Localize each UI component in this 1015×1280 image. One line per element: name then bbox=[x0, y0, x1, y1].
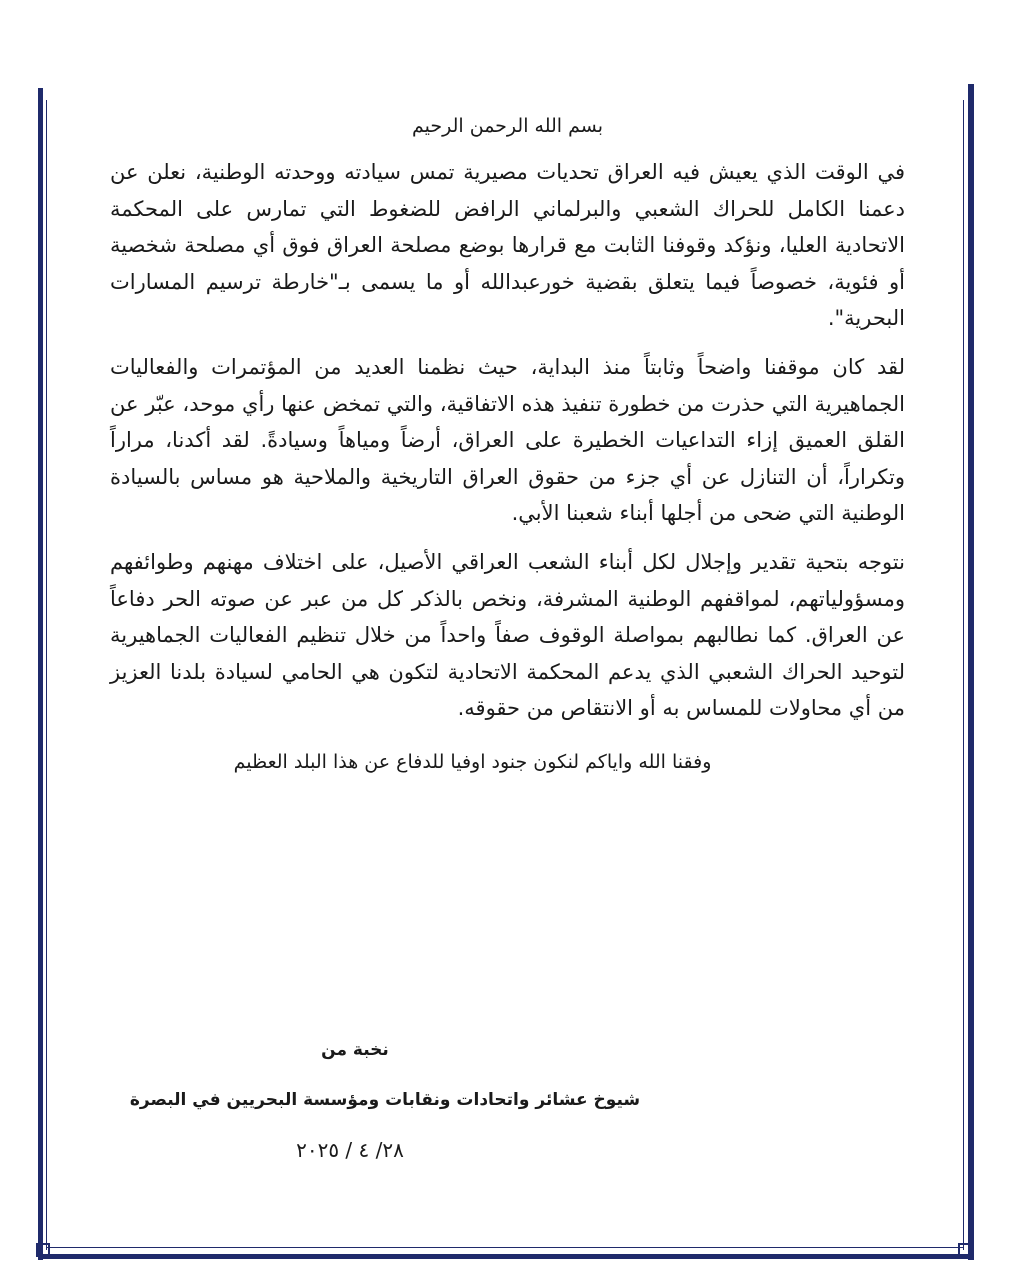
frame-left-inner-line bbox=[46, 100, 47, 1250]
signature-intro: نخبة من bbox=[321, 1040, 389, 1060]
frame-corner-ornament-right bbox=[958, 1243, 972, 1257]
frame-bottom-border bbox=[38, 1254, 974, 1259]
frame-bottom-inner-line bbox=[46, 1247, 964, 1248]
paragraph-1: في الوقت الذي يعيش فيه العراق تحديات مصيرية تمس سيادته ووحدته الوطنية، نعلن عن دعمنا الكامل للحراك الشعبي والبرلماني الرافض للضغوط التي تمارس على المحكمة الاتحادية العليا، ونؤكد وقوفنا الثابت مع قرارها بوضع مصلحة العراق فوق أي مصلحة شخصية أو فئوية، خصوصاً فيما يتعلق بقضية خورعبدالله أو ما يسمى بـ"خارطة ترسيم المسارات البحرية". bbox=[110, 160, 905, 331]
frame-right-border bbox=[968, 84, 974, 1260]
frame-right-inner-line bbox=[963, 100, 964, 1250]
signature-signatories: شيوخ عشائر واتحادات ونقابات ومؤسسة البحريين في البصرة bbox=[129, 1090, 641, 1110]
paragraph-2: لقد كان موقفنا واضحاً وثابتاً منذ البداية، حيث نظمنا العديد من المؤتمرات والفعاليات الجماهيرية التي حذرت من خطورة تنفيذ هذه الاتفاقية، والتي تمخض عنها رأي موحد، عبّر عن القلق العميق إزاء التداعيات الخطيرة على العراق، أرضاً ومياهاً وسيادةً. لقد أكدنا، مراراً وتكراراً، أن التنازل عن أي جزء من حقوق العراق التاريخية والملاحية هو مساس بالسيادة الوطنية التي ضحى من أجلها أبناء شعبنا الأبي. bbox=[110, 354, 905, 526]
closing-prayer: وفقنا الله واياكم لنكون جنود اوفيا للدفاع عن هذا البلد العظيم bbox=[233, 750, 712, 773]
signature-date: ٢٨/ ٤ / ٢٠٢٥ bbox=[296, 1138, 404, 1162]
statement-body bbox=[110, 112, 905, 777]
frame-corner-ornament-left bbox=[36, 1243, 50, 1257]
frame-left-border bbox=[38, 88, 43, 1260]
basmala-heading: بسم الله الرحمن الرحيم bbox=[412, 115, 603, 137]
paragraph-3: نتوجه بتحية تقدير وإجلال لكل أبناء الشعب العراقي الأصيل، على اختلاف مهنهم وطوائفهم ومسؤولياتهم، لمواقفهم الوطنية المشرفة، ونخص بالذكر كل من عبر عن صوته الحر دفاعاً عن العراق. كما نطالبهم بمواصلة الوقوف صفاً واحداً من خلال تنظيم الفعاليات الجماهيرية لتوحيد الحراك الشعبي الذي يدعم المحكمة الاتحادية لتكون هي الحامي لسيادة بلدنا العزيز من أي محاولات للمساس به أو الانتقاص من حقوقه. bbox=[110, 549, 905, 721]
